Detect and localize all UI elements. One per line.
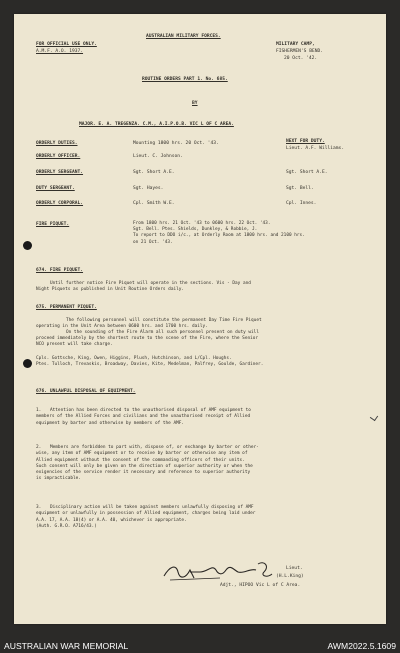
duty-next: Cpl. Innes. (286, 201, 317, 206)
by-label: BY (192, 101, 198, 106)
fire-piquet-line: From 1800 hrs. 21 Oct. '43 to 0600 hrs. 22 Oct. '43. (133, 221, 271, 226)
duty-label: ORDERLY CORPORAL. (36, 201, 84, 206)
section-674-body (36, 281, 251, 294)
duty-label: ORDERLY OFFICER. (36, 154, 81, 159)
section-675-line: NCO present will take charge. (36, 342, 113, 347)
picquet-personnel (36, 356, 263, 369)
archive-accession-number: AWM2022.5.1609 (327, 641, 396, 651)
section-674-line: Night Piquets as published in Unit Routine Orders daily. (36, 287, 185, 293)
section-676-paragraph-2 (36, 445, 259, 483)
paragraph-line: wise, any item of AMF equipment or to receive by barter or otherwise any item of (36, 451, 248, 457)
paragraph-line: (Auth. G.R.O. A716/43.) (36, 523, 97, 529)
duty-label: ORDERLY DUTIES. (36, 141, 78, 146)
punch-hole-top (23, 241, 32, 250)
archive-footer (0, 639, 400, 653)
camp-name: MILITARY CAMP, (276, 42, 315, 47)
paragraph-line: equipment or unlawfully in possession of Allied equipment, charges being laid under (36, 511, 256, 517)
section-676-paragraph-1 (36, 408, 251, 427)
force-heading: AUSTRALIAN MILITARY FORCES. (146, 34, 221, 39)
section-675-line: The following personnel will constitute the permanent Day Time Fire Piquet (66, 318, 262, 323)
duty-next: Lieut. A.F. Williams. (286, 146, 345, 151)
section-676-heading: 676. UNLAWFUL DISPOSAL OF EQUIPMENT. (36, 389, 136, 394)
duty-label: DUTY SERGEANT. (36, 186, 75, 191)
fire-piquet-heading: FIRE PIQUET. (36, 222, 70, 227)
official-use-label: FOR OFFICIAL USE ONLY. (36, 42, 97, 47)
duty-current: Sgt. Hayes. (133, 186, 164, 191)
form-reference: A.M.F. A.O. 1937. (36, 49, 84, 54)
duty-current: Sgt. Short A.E. (133, 170, 175, 175)
paragraph-number: 3. (36, 505, 42, 510)
duty-current: Mounting 1800 hrs. 20 Oct. '43. (133, 141, 219, 146)
section-676-paragraph-3 (36, 505, 255, 530)
paragraph-line: Allied equipment without the consent of the commanding officers of their units. (36, 457, 245, 463)
document-date: 20 Oct. '42. (284, 56, 318, 61)
section-675-heading: 675. PERMANENT PIQUET. (36, 305, 97, 310)
signatory-title: Adjt., HIPOO Vic L of C Area. (220, 583, 301, 588)
section-675-line: proceed immediately by the shortest route to the scene of the Fire, where the Senior (36, 336, 259, 341)
section-675-line: operating in the Unit Area between 0600 hrs. and 1700 hrs. daily. (36, 324, 208, 329)
paragraph-text: Members are forbidden to part with, dispose of, or exchange by barter or other- (50, 445, 259, 450)
camp-location: FISHERMEN'S BEND. (276, 49, 324, 54)
fire-piquet-details (133, 221, 305, 246)
personnel-line: Ptes. Tulloch, Trevaskis, Broadway, Davies, Kite, Medelman, Palfrey, Goulde, Gardiner. (36, 362, 264, 368)
section-674-heading: 674. FIRE PIQUET. (36, 268, 84, 273)
section-675-line: On the sounding of the Fire Alarm all such personnel present on duty will (66, 330, 259, 335)
section-674-line: Until further notice Fire Piquet will operate in the sections. Vis - Day and (50, 281, 251, 286)
next-for-duty-heading: NEXT FOR DUTY. (286, 139, 325, 144)
punch-hole-bottom (23, 359, 32, 368)
duty-current: Lieut. C. Johnson. (133, 154, 183, 159)
paragraph-number: 2. (36, 445, 42, 450)
orders-title: ROUTINE ORDERS PART 1. No. 685. (142, 77, 228, 82)
paragraph-text: Attention has been directed to the unauthorised disposal of AMF equipment to (50, 408, 251, 413)
paragraph-line: A.A. 17, A.A. 18(4) or A.A. 40, whichever is appropriate. (36, 517, 187, 523)
paragraph-text: Disciplinary action will be taken against members unlawfully disposing of AMF (50, 505, 254, 510)
paragraph-number: 1. (36, 408, 42, 413)
signatory-name: (H.L.King) (276, 574, 304, 579)
duty-next: Sgt. Bell. (286, 186, 314, 191)
section-675-body (36, 318, 262, 348)
signatory-rank: Lieut. (286, 566, 303, 571)
handwritten-signature (160, 558, 300, 584)
paragraph-line: is impracticable. (36, 476, 81, 482)
personnel-line: Cpls. Gottsche, King, Owen, Higgins, Plush, Hutchinson, and L/Cpl. Houghs. (36, 356, 232, 361)
duty-next: Sgt. Short A.E. (286, 170, 328, 175)
fire-piquet-line: on 21 Oct. '43. (133, 239, 173, 245)
issuing-officer: MAJOR. E. A. TREGENZA. C.M., A.I.P.O.B. VIC L OF C AREA. (79, 122, 234, 127)
duty-current: Cpl. Smith W.E. (133, 201, 175, 206)
fire-piquet-line: Sgt. Bell. Ptes. Shields, Dunkley, & Robbie, J. (133, 227, 258, 233)
paragraph-line: equipment by barter and otherwise by members of the AMF. (36, 420, 185, 426)
duty-label: ORDERLY SERGEANT. (36, 170, 84, 175)
paragraph-line: exigencies of the service render it necessary and reference to superior authority (36, 470, 251, 476)
fire-piquet-line: To report to DDO i/c., at Orderly Room at 1800 hrs. and 2100 hrs. (133, 233, 305, 239)
paragraph-line: Such consent will only be given on the direction of superior authority or when the (36, 463, 253, 469)
archive-name: AUSTRALIAN WAR MEMORIAL (4, 641, 129, 651)
paragraph-line: members of the Allied Forces and civilians and the unauthorised receipt of Allied (36, 414, 251, 420)
